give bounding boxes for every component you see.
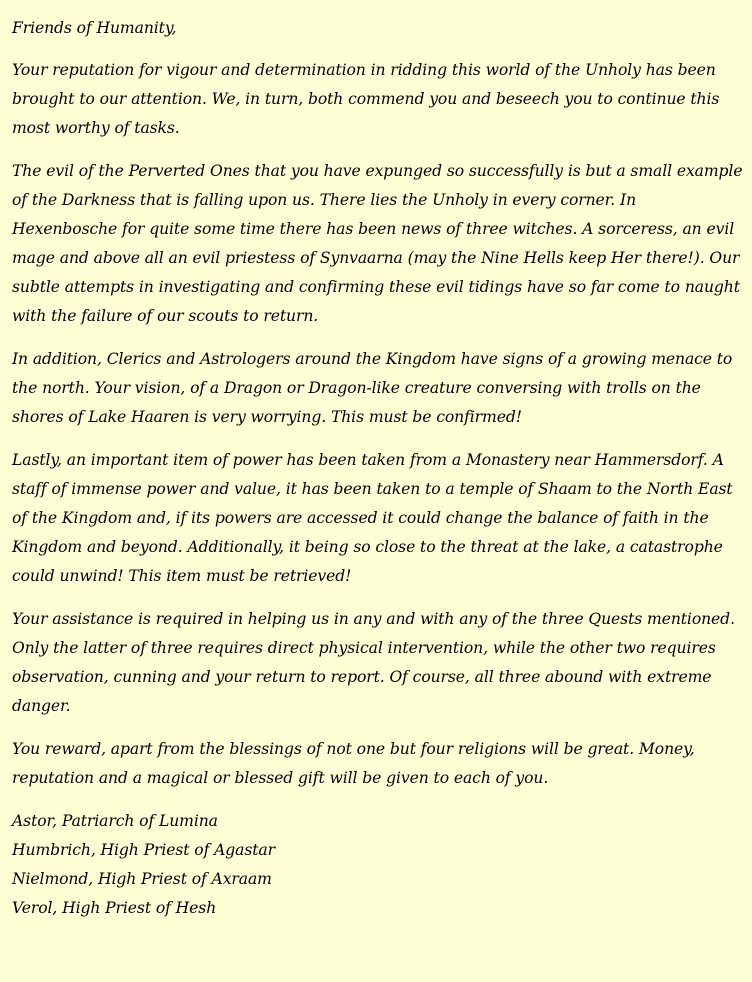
salutation: Friends of Humanity, bbox=[12, 19, 177, 37]
paragraph-stolen-staff: Lastly, an important item of power has been taken from a Monastery near Hammersdorf. A staff of immense power and value, it has been taken to a temple of Shaam to the North East of the Kingdom and, if its powers are accessed it could change the balance of faith in the Kingdom and beyond. Additionally, it being so close to the threat at the lake, a catastrophe could unwind! This item must be retrieved! bbox=[12, 451, 733, 585]
signatory: Nielmond, High Priest of Axraam bbox=[12, 870, 272, 888]
signature-block bbox=[12, 807, 744, 923]
signatory: Astor, Patriarch of Lumina bbox=[12, 812, 218, 830]
signatory: Verol, High Priest of Hesh bbox=[12, 899, 217, 917]
paragraph-reward: You reward, apart from the blessings of not one but four religions will be great. Money, reputation and a magical or blessed gift will be given to each of you. bbox=[12, 740, 695, 787]
paragraph-darkness: The evil of the Perverted Ones that you have expunged so successfully is but a small example of the Darkness that is falling upon us. There lies the Unholy in every corner. In Hexenbosche for quite some time there has been news of three witches. A sorceress, an evil mage and above all an evil priestess of Synvaarna (may the Nine Hells keep Her there!). Our subtle attempts in investigating and confirming these evil tidings have so far come to naught with the failure of our scouts to return. bbox=[12, 162, 743, 325]
letter bbox=[12, 14, 744, 923]
paragraph-reputation: Your reputation for vigour and determination in ridding this world of the Unholy has been brought to our attention. We, in turn, both commend you and beseech you to continue this most worthy of tasks. bbox=[12, 61, 720, 137]
paragraph-assistance: Your assistance is required in helping us in any and with any of the three Quests mentioned. Only the latter of three requires direct physical intervention, while the other two requires observation, cunning and your return to report. Of course, all three abound with extreme danger. bbox=[12, 610, 735, 715]
paragraph-northern-menace: In addition, Clerics and Astrologers around the Kingdom have signs of a growing menace to the north. Your vision, of a Dragon or Dragon-like creature conversing with trolls on the shores of Lake Haaren is very worrying. This must be confirmed! bbox=[12, 350, 733, 426]
signatory: Humbrich, High Priest of Agastar bbox=[12, 841, 275, 859]
